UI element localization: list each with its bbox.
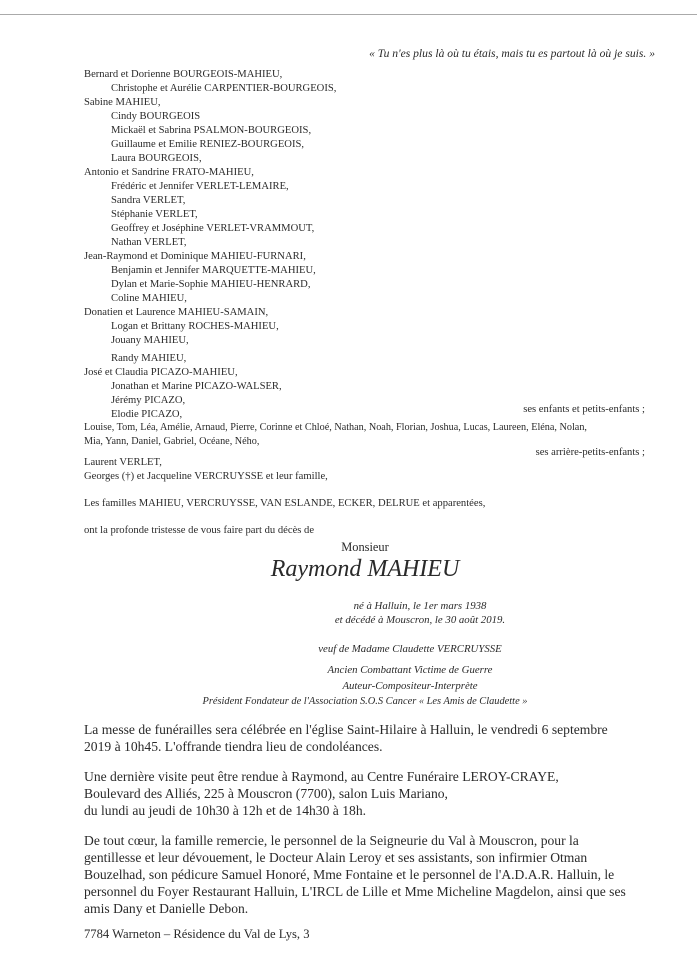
- family-line: Stéphanie VERLET,: [111, 209, 198, 220]
- paragraph-line: amis Dany et Danielle Debon.: [84, 901, 249, 916]
- family-line: Jonathan et Marine PICAZO-WALSER,: [111, 381, 282, 392]
- family-line: Jean-Raymond et Dominique MAHIEU-FURNARI,: [84, 251, 306, 262]
- family-line: Antonio et Sandrine FRATO-MAHIEU,: [84, 167, 254, 178]
- family-line: José et Claudia PICAZO-MAHIEU,: [84, 367, 238, 378]
- birth-line: né à Halluin, le 1er mars 1938: [353, 600, 487, 612]
- family-line: Laura BOURGEOIS,: [111, 153, 202, 164]
- family-line: Mickaël et Sabrina PSALMON-BOURGEOIS,: [111, 125, 312, 136]
- great-grandchildren-label: ses arrière-petits-enfants ;: [535, 447, 645, 458]
- paragraph-line: Boulevard des Alliés, 225 à Mouscron (7700), salon Luis Mariano,: [84, 786, 448, 801]
- address: 7784 Warneton – Résidence du Val de Lys, 3: [84, 927, 310, 941]
- announcement: ont la profonde tristesse de vous faire part du décès de: [84, 525, 315, 536]
- other-family-line: Laurent VERLET,: [84, 457, 162, 468]
- family-line: Sandra VERLET,: [111, 195, 186, 206]
- family-line: Christophe et Aurélie CARPENTIER-BOURGEOIS,: [111, 83, 337, 94]
- family-line: Logan et Brittany ROCHES-MAHIEU,: [111, 321, 279, 332]
- title-line: Ancien Combattant Victime de Guerre: [327, 664, 493, 676]
- honorific: Monsieur: [341, 540, 389, 554]
- family-line: Jouany MAHIEU,: [111, 335, 189, 346]
- family-line: Elodie PICAZO,: [111, 409, 183, 420]
- family-line: Jérémy PICAZO,: [111, 395, 186, 406]
- paragraph-line: De tout cœur, la famille remercie, le personnel de la Seigneurie du Val à Mouscron, pour la: [84, 833, 579, 848]
- family-line: Benjamin et Jennifer MARQUETTE-MAHIEU,: [111, 265, 316, 276]
- family-line: Geoffrey et Joséphine VERLET-VRAMMOUT,: [111, 223, 315, 234]
- family-line: Bernard et Dorienne BOURGEOIS-MAHIEU,: [84, 69, 283, 80]
- other-family-line: Georges (†) et Jacqueline VERCRUYSSE et leur famille,: [84, 471, 328, 482]
- family-line: Randy MAHIEU,: [111, 353, 187, 364]
- title-line: Auteur-Compositeur-Interprète: [342, 680, 478, 692]
- deceased-name: Raymond MAHIEU: [270, 556, 460, 582]
- paragraph-line: 2019 à 10h45. L'offrande tiendra lieu de condoléances.: [84, 739, 383, 754]
- family-line: Nathan VERLET,: [111, 237, 187, 248]
- great-grandchildren-line: Mia, Yann, Daniel, Gabriel, Océane, Ného,: [84, 436, 260, 447]
- title-line: Président Fondateur de l'Association S.O.S Cancer « Les Amis de Claudette »: [202, 696, 528, 707]
- family-line: Donatien et Laurence MAHIEU-SAMAIN,: [84, 307, 269, 318]
- paragraph-line: Bouzelhad, son pédicure Samuel Honoré, Mme Fontaine et le personnel de l'A.D.A.R. Halluin, le: [84, 867, 615, 882]
- paragraph-line: du lundi au jeudi de 10h30 à 12h et de 14h30 à 18h.: [84, 803, 367, 818]
- top-rule: [0, 14, 697, 15]
- great-grandchildren-line: Louise, Tom, Léa, Amélie, Arnaud, Pierre, Corinne et Chloé, Nathan, Noah, Florian, Joshua, Lucas, Laureen, Eléna, Nolan,: [84, 422, 587, 433]
- paragraph-line: La messe de funérailles sera célébrée en l'église Saint-Hilaire à Halluin, le vendredi 6 septembre: [84, 722, 608, 737]
- death-line: et décédé à Mouscron, le 30 août 2019.: [334, 614, 506, 626]
- family-line: Cindy BOURGEOIS: [111, 111, 201, 122]
- paragraph-line: personnel du Foyer Restaurant Halluin, L'IRCL de Lille et Mme Micheline Magdelon, ainsi que ses: [84, 884, 626, 899]
- family-line: Sabine MAHIEU,: [84, 97, 161, 108]
- paragraph-line: gentillesse et leur dévouement, le Docteur Alain Leroy et ses assistants, son infirmier Otman: [84, 850, 588, 865]
- family-line: Frédéric et Jennifer VERLET-LEMAIRE,: [111, 181, 289, 192]
- widower-line: veuf de Madame Claudette VERCRUYSSE: [318, 643, 502, 655]
- epigraph: « Tu n'es plus là où tu étais, mais tu es partout là où je suis. »: [369, 47, 655, 60]
- family-line: Coline MAHIEU,: [111, 293, 187, 304]
- children-label: ses enfants et petits-enfants ;: [523, 404, 645, 415]
- families-line: Les familles MAHIEU, VERCRUYSSE, VAN ESLANDE, ECKER, DELRUE et apparentées,: [84, 498, 486, 509]
- paragraph-line: Une dernière visite peut être rendue à Raymond, au Centre Funéraire LEROY-CRAYE,: [84, 769, 559, 784]
- family-line: Guillaume et Emilie RENIEZ-BOURGEOIS,: [111, 139, 305, 150]
- family-line: Dylan et Marie-Sophie MAHIEU-HENRARD,: [111, 279, 311, 290]
